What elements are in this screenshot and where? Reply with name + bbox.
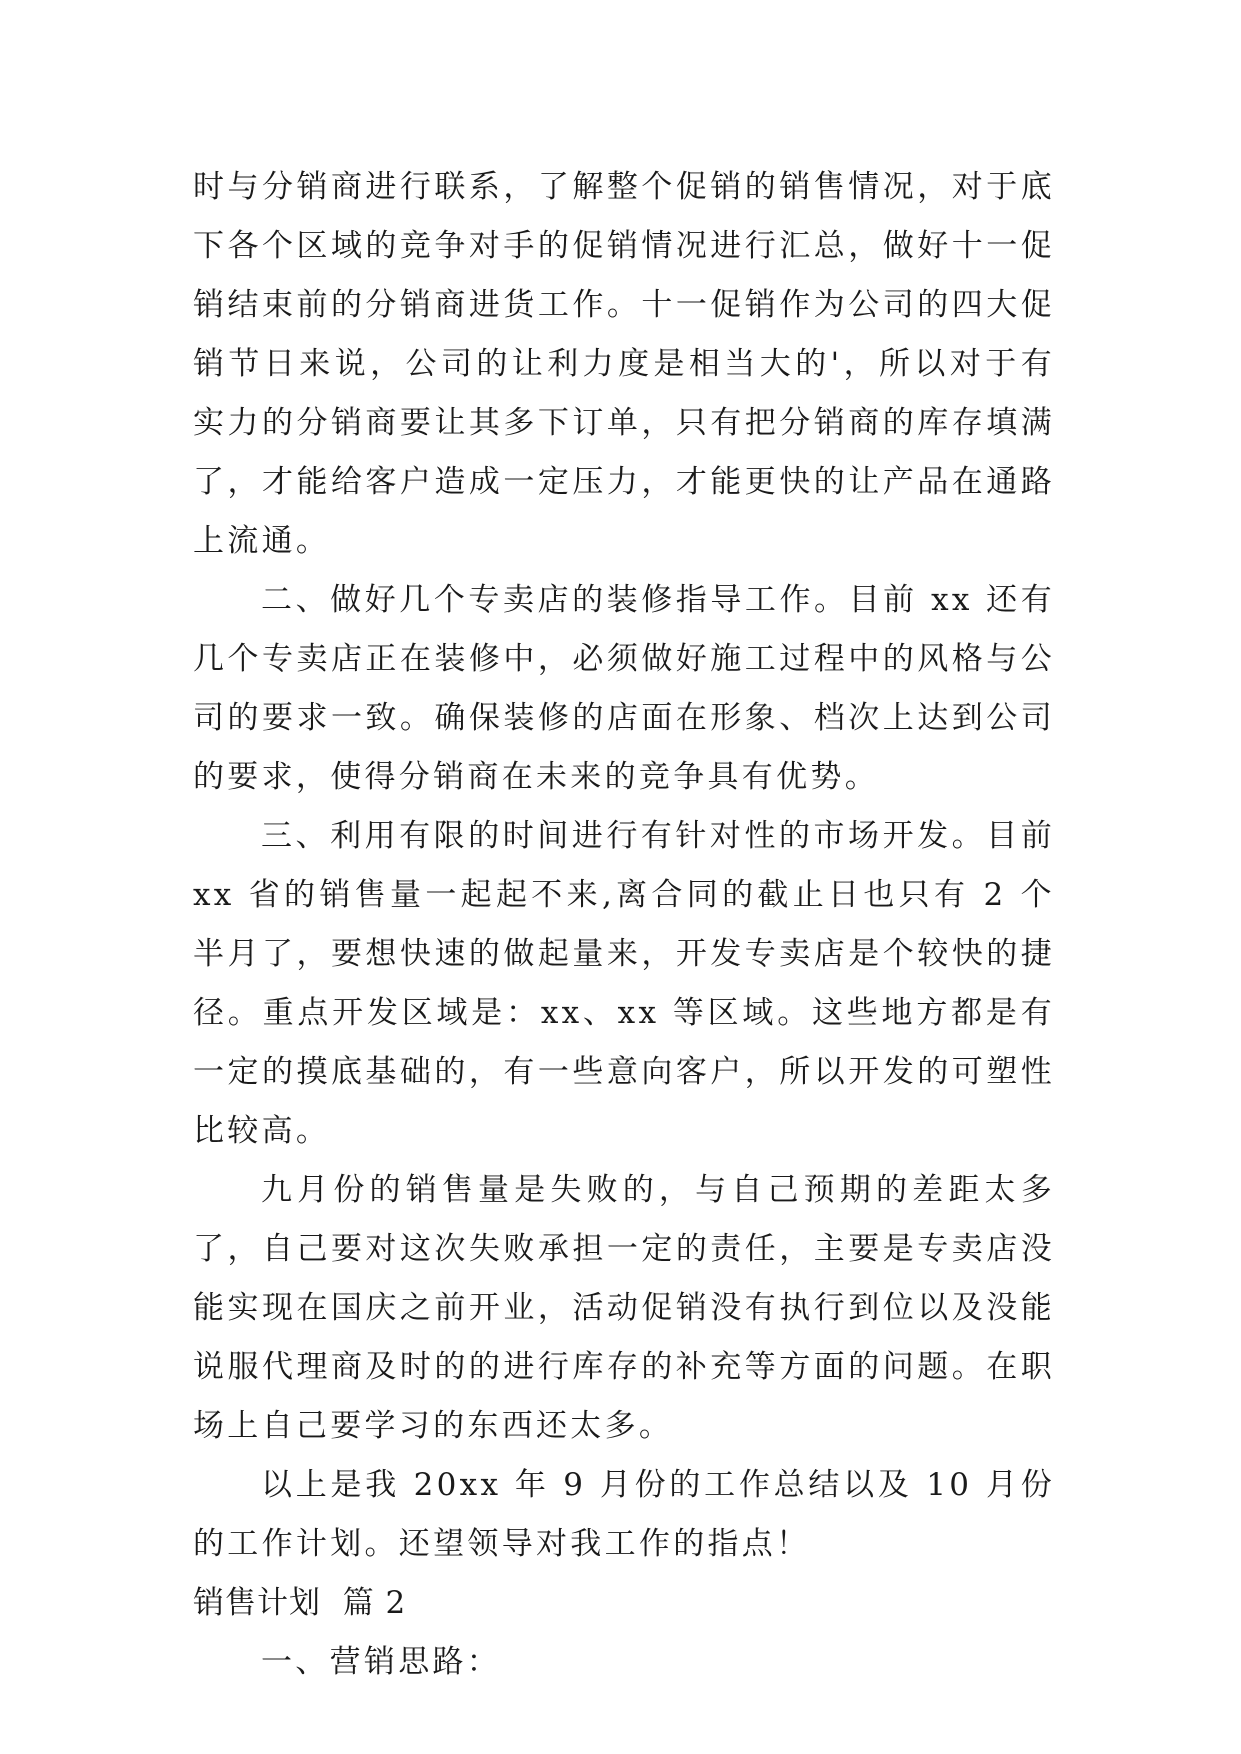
- paragraph-summary-closing: 以上是我 20xx 年 9 月份的工作总结以及 10 月份的工作计划。还望领导对我工作的指点！: [193, 1467, 1055, 1562]
- paragraph-market-development: 三、利用有限的时间进行有针对性的市场开发。目前 xx 省的销售量一起起不来,离合同的截止日也只有 2 个半月了，要想快速的做起量来，开发专卖店是个较快的捷径。重点开发区域是：xx、xx 等区域。这些地方都是有一定的摸底基础的，有一些意向客户，所以开发的可塑性比较高。: [193, 818, 1055, 1149]
- paragraph-continuation: 时与分销商进行联系，了解整个促销的销售情况，对于底下各个区域的竞争对手的促销情况进行汇总，做好十一促销结束前的分销商进货工作。十一促销作为公司的四大促销节日来说，公司的让利力度是相当大的'，所以对于有实力的分销商要让其多下订单，只有把分销商的库存填满了，才能给客户造成一定压力，才能更快的让产品在通路上流通。: [193, 169, 1055, 559]
- document-page: [193, 158, 1055, 1692]
- paragraph-september-review: 九月份的销售量是失败的，与自己预期的差距太多了，自己要对这次失败承担一定的责任，主要是专卖店没能实现在国庆之前开业，活动促销没有执行到位以及没能说服代理商及时的的进行库存的补充等方面的问题。在职场上自己要学习的东西还太多。: [193, 1172, 1055, 1444]
- subheading-marketing-approach: 一、营销思路：: [261, 1644, 502, 1680]
- section-heading: 销售计划 篇 2: [193, 1585, 407, 1621]
- paragraph-store-renovation: 二、做好几个专卖店的装修指导工作。目前 xx 还有几个专卖店正在装修中，必须做好施工过程中的风格与公司的要求一致。确保装修的店面在形象、档次上达到公司的要求，使得分销商在未来的竞争具有优势。: [193, 582, 1055, 795]
